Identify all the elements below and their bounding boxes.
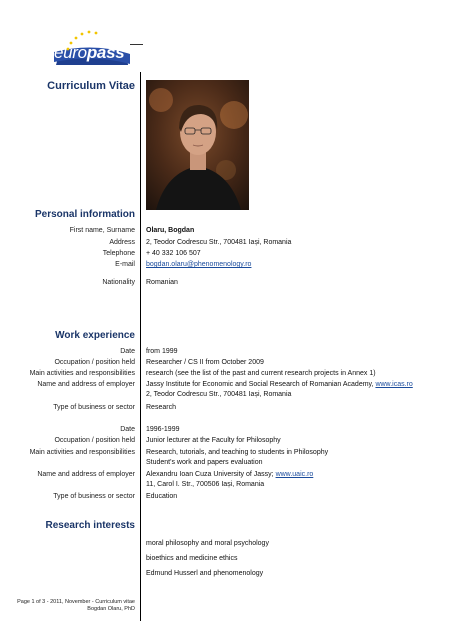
europass-wordmark: europass <box>54 43 125 62</box>
footer-page-info: Page 1 of 3 - 2011, November - Curriculum vitae <box>17 599 135 605</box>
job1-date: from 1999 <box>146 348 178 355</box>
job2-employer-address: 11, Carol I. Str., 700506 Iași, Romania <box>146 481 265 488</box>
job1-employer: Jassy Institute for Economic and Social Research of Romanian Academy, www.icas.ro <box>146 381 413 388</box>
job1-sector: Research <box>146 404 176 411</box>
job2-sector: Education <box>146 493 178 500</box>
full-name: Olaru, Bogdan <box>146 227 195 234</box>
job1-date-label: Date <box>120 348 135 355</box>
job2-sector-label: Type of business or sector <box>53 493 135 500</box>
research-item: bioethics and medicine ethics <box>146 555 238 562</box>
job2-activities-line2: Student's work and papers evaluation <box>146 459 263 466</box>
email-link[interactable]: bogdan.olaru@phenomenology.ro <box>146 261 252 268</box>
job1-activities: research (see the list of the past and current research projects in Annex 1) <box>146 370 376 377</box>
job1-position: Researcher / CS II from October 2009 <box>146 359 264 366</box>
research-interests-heading: Research interests <box>45 520 135 531</box>
profile-photo <box>146 80 249 210</box>
job2-date: 1996-1999 <box>146 426 180 433</box>
address-value: 2, Teodor Codrescu Str., 700481 Iași, Romania <box>146 239 292 246</box>
telephone-value: + 40 332 106 507 <box>146 250 201 257</box>
job1-employer-link[interactable]: www.icas.ro <box>375 381 413 388</box>
job2-employer-label: Name and address of employer <box>37 471 135 478</box>
job1-employer-address: 2, Teodor Codrescu Str., 700481 Iași, Romania <box>146 391 292 398</box>
job1-employer-label: Name and address of employer <box>37 381 135 388</box>
personal-info-heading: Personal information <box>34 209 135 220</box>
document-title: Curriculum Vitae <box>47 80 135 92</box>
work-experience-heading: Work experience <box>55 330 135 341</box>
job2-employer: Alexandru Ioan Cuza University of Jassy; www.uaic.ro <box>146 471 314 478</box>
nationality-label: Nationality <box>102 279 135 286</box>
job2-date-label: Date <box>120 426 135 433</box>
column-divider <box>140 72 141 612</box>
email-label: E-mail <box>115 261 135 268</box>
logo-rule <box>130 44 143 45</box>
job2-position-label: Occupation / position held <box>54 437 135 444</box>
europass-logo <box>54 28 144 72</box>
research-item: Edmund Husserl and phenomenology <box>146 570 264 577</box>
job2-activities: Research, tutorials, and teaching to students in Philosophy <box>146 449 329 456</box>
job2-activities-label: Main activities and responsibilities <box>29 449 135 456</box>
research-item: moral philosophy and moral psychology <box>146 540 269 547</box>
footer-author: Bogdan Olaru, PhD <box>87 606 135 612</box>
name-label: First name, Surname <box>69 227 135 234</box>
job1-sector-label: Type of business or sector <box>53 404 135 411</box>
job1-activities-label: Main activities and responsibilities <box>29 370 135 377</box>
address-label: Address <box>109 239 135 246</box>
telephone-label: Telephone <box>102 250 135 257</box>
footer-divider <box>140 597 141 621</box>
job1-position-label: Occupation / position held <box>54 359 135 366</box>
job2-position: Junior lecturer at the Faculty for Philosophy <box>146 437 281 444</box>
nationality-value: Romanian <box>146 279 178 286</box>
page-footer <box>17 599 135 613</box>
job2-employer-link[interactable]: www.uaic.ro <box>275 471 314 478</box>
